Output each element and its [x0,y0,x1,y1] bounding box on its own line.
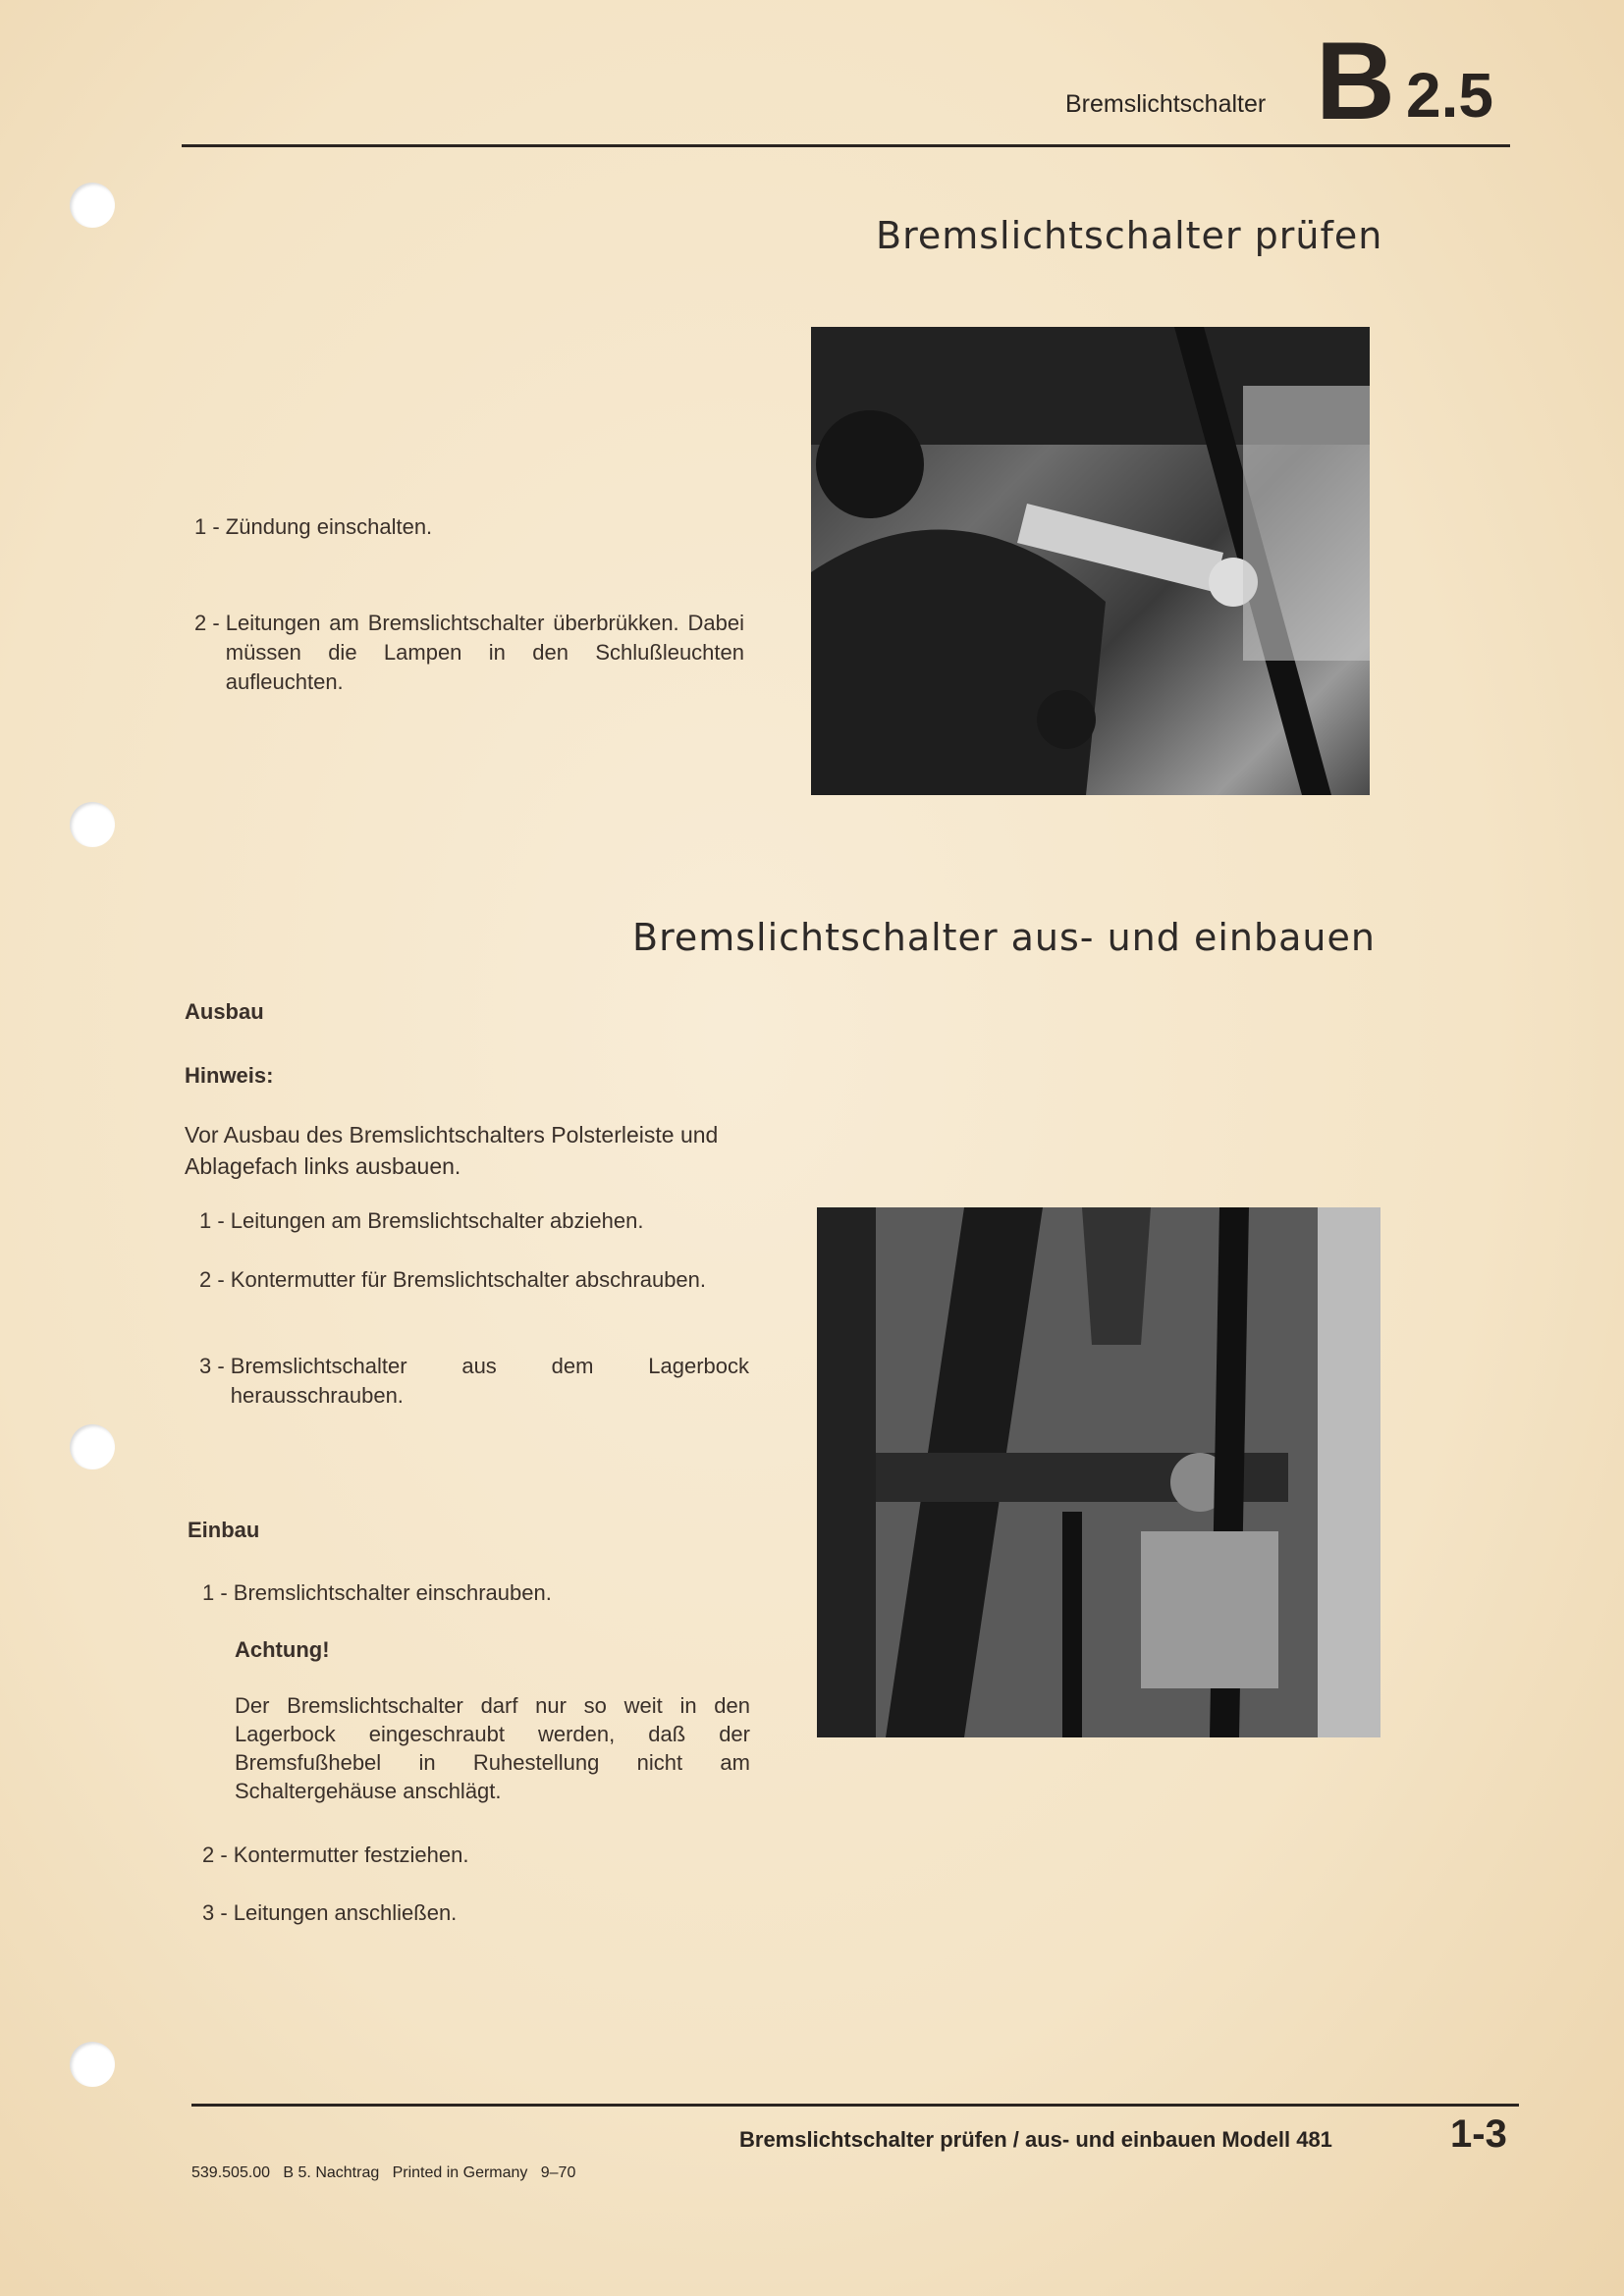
footer-title: Bremslichtschalter prüfen / aus- und einbauen Modell 481 [739,2127,1332,2152]
hinweis-label: Hinweis: [185,1063,274,1088]
footer-print-info: 539.505.00 B 5. Nachtrag Printed in Germany 9–70 [191,2164,576,2181]
step-number: 3 - [202,1900,234,1925]
check-step-2 [194,609,744,697]
einbau-step-2 [202,1841,752,1870]
einbau-step-3 [202,1898,752,1928]
punch-hole [70,183,115,228]
footer-page-number: 1-3 [1450,2112,1507,2156]
achtung-text: Der Bremslichtschalter darf nur so weit in den Lagerbock eingeschraubt werden, daß der Bremsfußhebel in Ruhestellung nicht am Schaltergehäuse anschlägt. [235,1693,750,1803]
header-section-label: Bremslichtschalter [1065,90,1267,118]
header-section-letter: B [1316,20,1395,142]
section-title-pruefen: Bremslichtschalter prüfen [876,214,1383,257]
ausbau-heading: Ausbau [185,999,264,1024]
ausbau-step-2 [199,1265,749,1295]
step-text: Kontermutter für Bremslichtschalter abschrauben. [230,1267,707,1292]
step-number: 1 - [202,1580,234,1605]
step-text: Zündung einschalten. [225,514,433,539]
step-number: 2 - [199,1267,231,1292]
step-number: 2 - [194,611,226,635]
punch-hole [70,802,115,847]
step-text: Leitungen am Bremslichtschalter abziehen. [230,1208,644,1233]
punch-hole [70,2042,115,2087]
step-text: Bremslichtschalter aus dem Lagerbock herausschrauben. [230,1354,749,1408]
achtung-label: Achtung! [235,1637,330,1662]
step-text: Leitungen anschließen. [233,1900,458,1925]
einbau-step-1 [202,1578,752,1608]
step-number: 1 - [194,514,226,539]
photo-brake-pedal-switch [817,1207,1380,1737]
step-number: 2 - [202,1842,234,1867]
ausbau-step-3 [199,1352,749,1411]
step-text: Bremslichtschalter einschrauben. [233,1580,552,1605]
einbau-heading: Einbau [188,1518,260,1542]
ausbau-step-1 [199,1206,749,1236]
punch-hole [70,1424,115,1469]
step-number: 1 - [199,1208,231,1233]
step-text: Leitungen am Bremslichtschalter überbrükken. Dabei müssen die Lampen in den Schlußleuchten aufleuchten. [225,611,744,694]
footer-rule [191,2104,1519,2107]
header-section-number: 2.5 [1406,60,1493,131]
step-number: 3 - [199,1354,231,1378]
section-title-aus-einbauen: Bremslichtschalter aus- und einbauen [632,916,1376,959]
check-step-1 [194,512,744,542]
hinweis-text: Vor Ausbau des Bremslichtschalters Polsterleiste und Ablagefach links ausbauen. [185,1122,719,1179]
step-text: Kontermutter festziehen. [233,1842,469,1867]
photo-brake-light-switch-check [811,327,1370,795]
header-rule [182,144,1510,147]
